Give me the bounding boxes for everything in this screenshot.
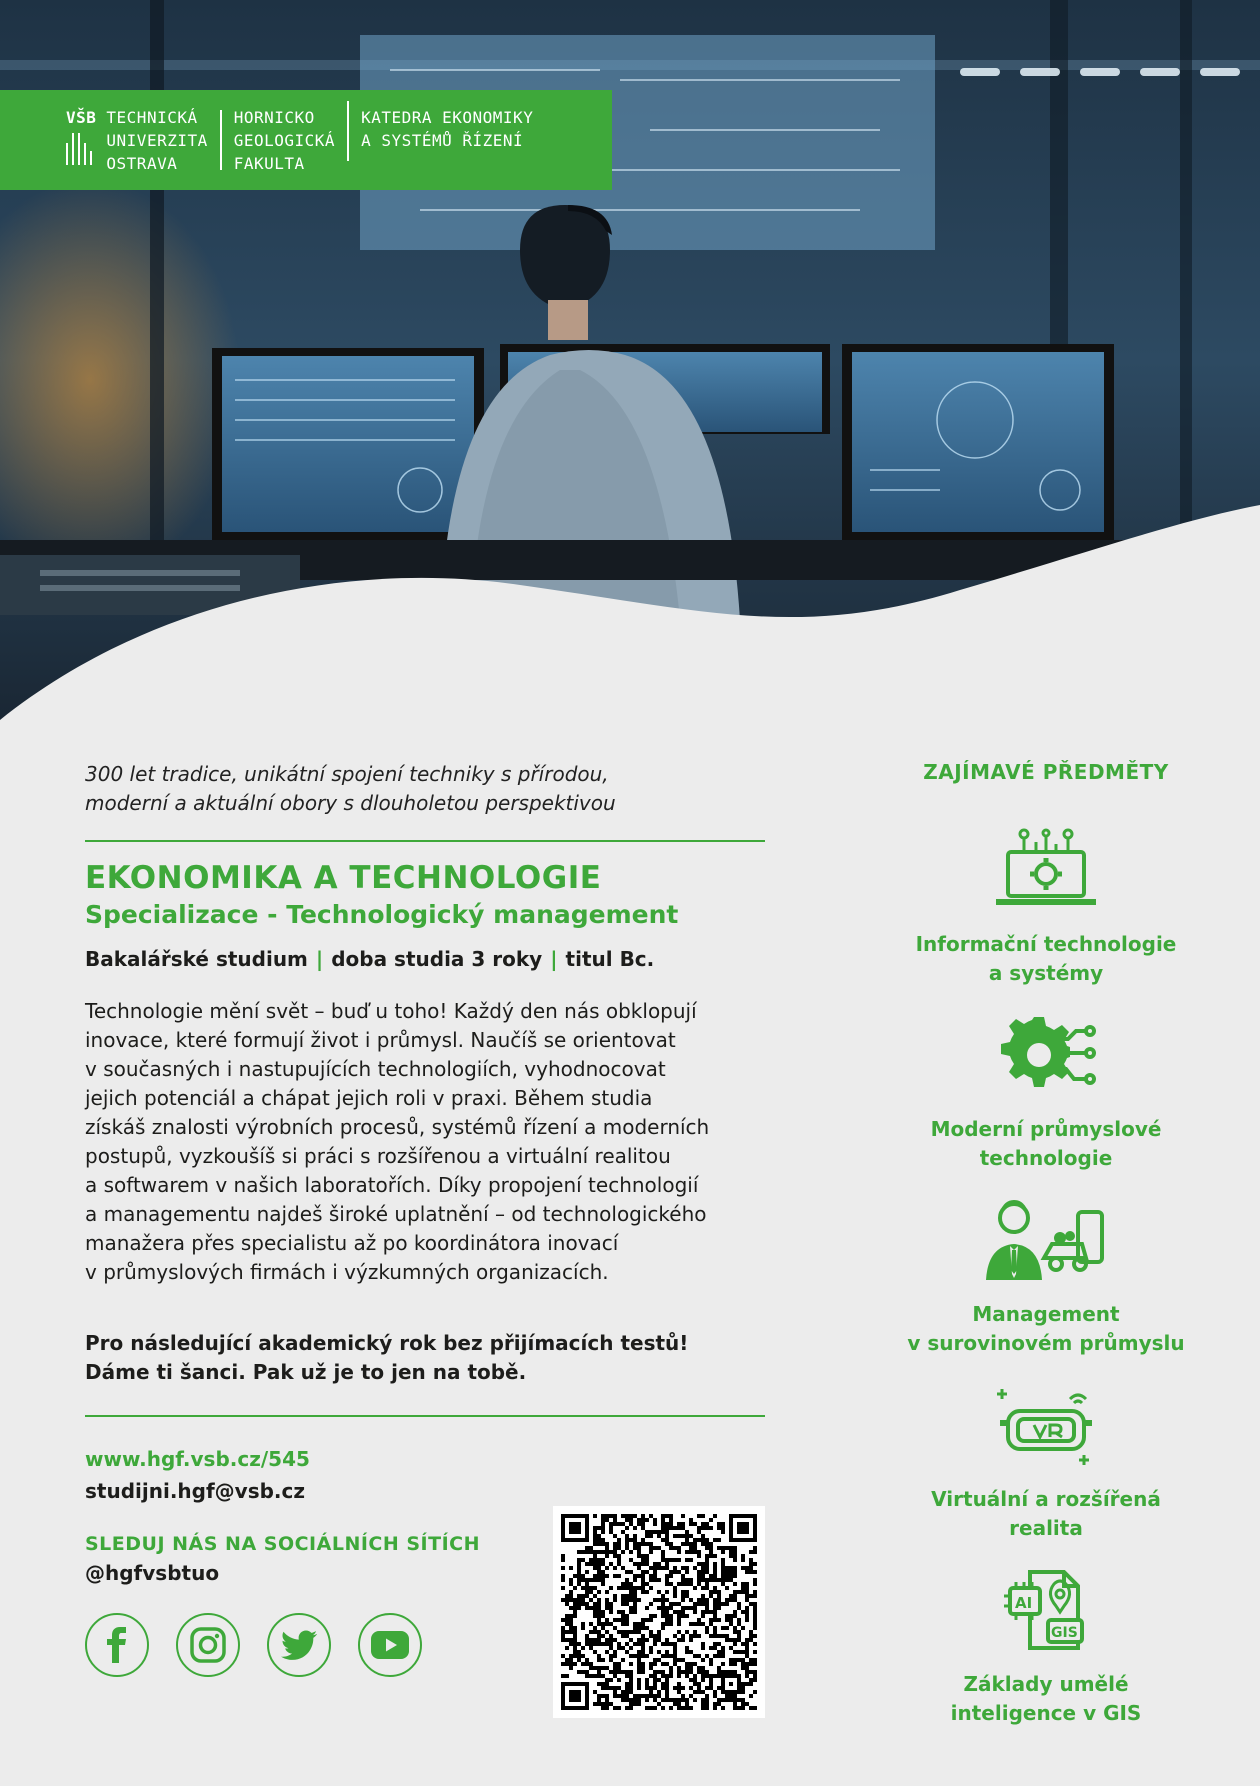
svg-text:GIS: GIS xyxy=(1051,1625,1078,1641)
program-description: Technologie mění svět – buď u toho! Každý den nás obklopují inovace, které formují život i průmysl. Naučíš se orientovat v současných i nastupujících technologiích, vyhodnocovat jejich potenciál a chápat jejich roli v praxi. Během studia získáš znalosti výrobních procesů, systémů řízení a moderních postupů, vyzkoušíš si práci s rozšířenou a virtuální realitou a softwarem v našich laboratořích. Díky propojení technologií a managementu najdeš široké uplatnění – od technologického manažera přes specialistu až po koordinátora inovací v průmyslových firmách i výzkumných organizacích. xyxy=(85,999,710,1284)
laptop-gear-icon xyxy=(890,822,1202,918)
department-name: KATEDRA EKONOMIKY A SYSTÉMŮ ŘÍZENÍ xyxy=(361,108,534,150)
call-to-action: Pro následující akademický rok bez přijímacích testů! Dáme ti šanci. Pak už je to jen na tobě. xyxy=(85,1331,689,1384)
subject-label: Základy umělé inteligence v GIS xyxy=(950,1672,1142,1725)
logo-divider xyxy=(220,110,222,170)
subject-item xyxy=(890,1562,1202,1728)
university-name: TECHNICKÁ UNIVERZITA OSTRAVA xyxy=(106,107,208,173)
social-handle: @hgfvsbtuo xyxy=(85,1561,220,1585)
facebook-icon[interactable] xyxy=(85,1613,149,1677)
subject-label: Informační technologie a systémy xyxy=(915,932,1177,985)
study-duration: doba studia 3 roky xyxy=(331,947,543,971)
twitter-icon[interactable] xyxy=(267,1613,331,1677)
website-link[interactable]: www.hgf.vsb.cz/545 xyxy=(85,1447,310,1471)
specialization-title: Specializace - Technologický management xyxy=(85,900,679,929)
logo-bar xyxy=(0,90,612,190)
vr-headset-icon xyxy=(890,1377,1202,1473)
subject-item xyxy=(890,1192,1202,1358)
ai-gis-icon xyxy=(890,1562,1202,1658)
subject-label: Virtuální a rozšířená realita xyxy=(931,1487,1161,1540)
subject-item xyxy=(890,1377,1202,1543)
program-title: EKONOMIKA A TECHNOLOGIE xyxy=(85,860,602,896)
tagline: 300 let tradice, unikátní spojení techniky s přírodou, moderní a aktuální obory s dlouholetou perspektivou xyxy=(85,762,616,815)
faculty-name: HORNICKO GEOLOGICKÁ FAKULTA xyxy=(233,107,336,173)
subjects-panel xyxy=(890,760,1202,1725)
subject-item xyxy=(890,1007,1202,1173)
subject-item xyxy=(890,822,1202,988)
qr-code[interactable] xyxy=(553,1506,765,1718)
divider xyxy=(85,1415,765,1417)
vsb-bars-icon xyxy=(66,133,92,165)
study-type: Bakalářské studium xyxy=(85,947,308,971)
svg-text:AI: AI xyxy=(1015,1594,1033,1612)
gear-circuit-icon xyxy=(890,1007,1202,1103)
subjects-heading: ZAJÍMAVÉ PŘEDMĚTY xyxy=(923,760,1169,784)
email-link[interactable]: studijni.hgf@vsb.cz xyxy=(85,1479,306,1503)
subject-label: Management v surovinovém průmyslu xyxy=(907,1302,1185,1355)
study-info: Bakalářské studium | doba studia 3 roky | titul Bc. xyxy=(85,947,655,971)
vsb-mark: VŠB xyxy=(66,107,97,127)
instagram-icon[interactable] xyxy=(176,1613,240,1677)
social-heading: SLEDUJ NÁS NA SOCIÁLNÍCH SÍTÍCH xyxy=(85,1533,480,1555)
study-degree: titul Bc. xyxy=(565,947,655,971)
university-logo xyxy=(66,106,208,175)
subject-label: Moderní průmyslové technologie xyxy=(930,1117,1162,1170)
manager-mining-icon xyxy=(890,1192,1202,1288)
logo-divider xyxy=(347,101,349,161)
youtube-icon[interactable] xyxy=(358,1613,422,1677)
divider xyxy=(85,840,765,842)
